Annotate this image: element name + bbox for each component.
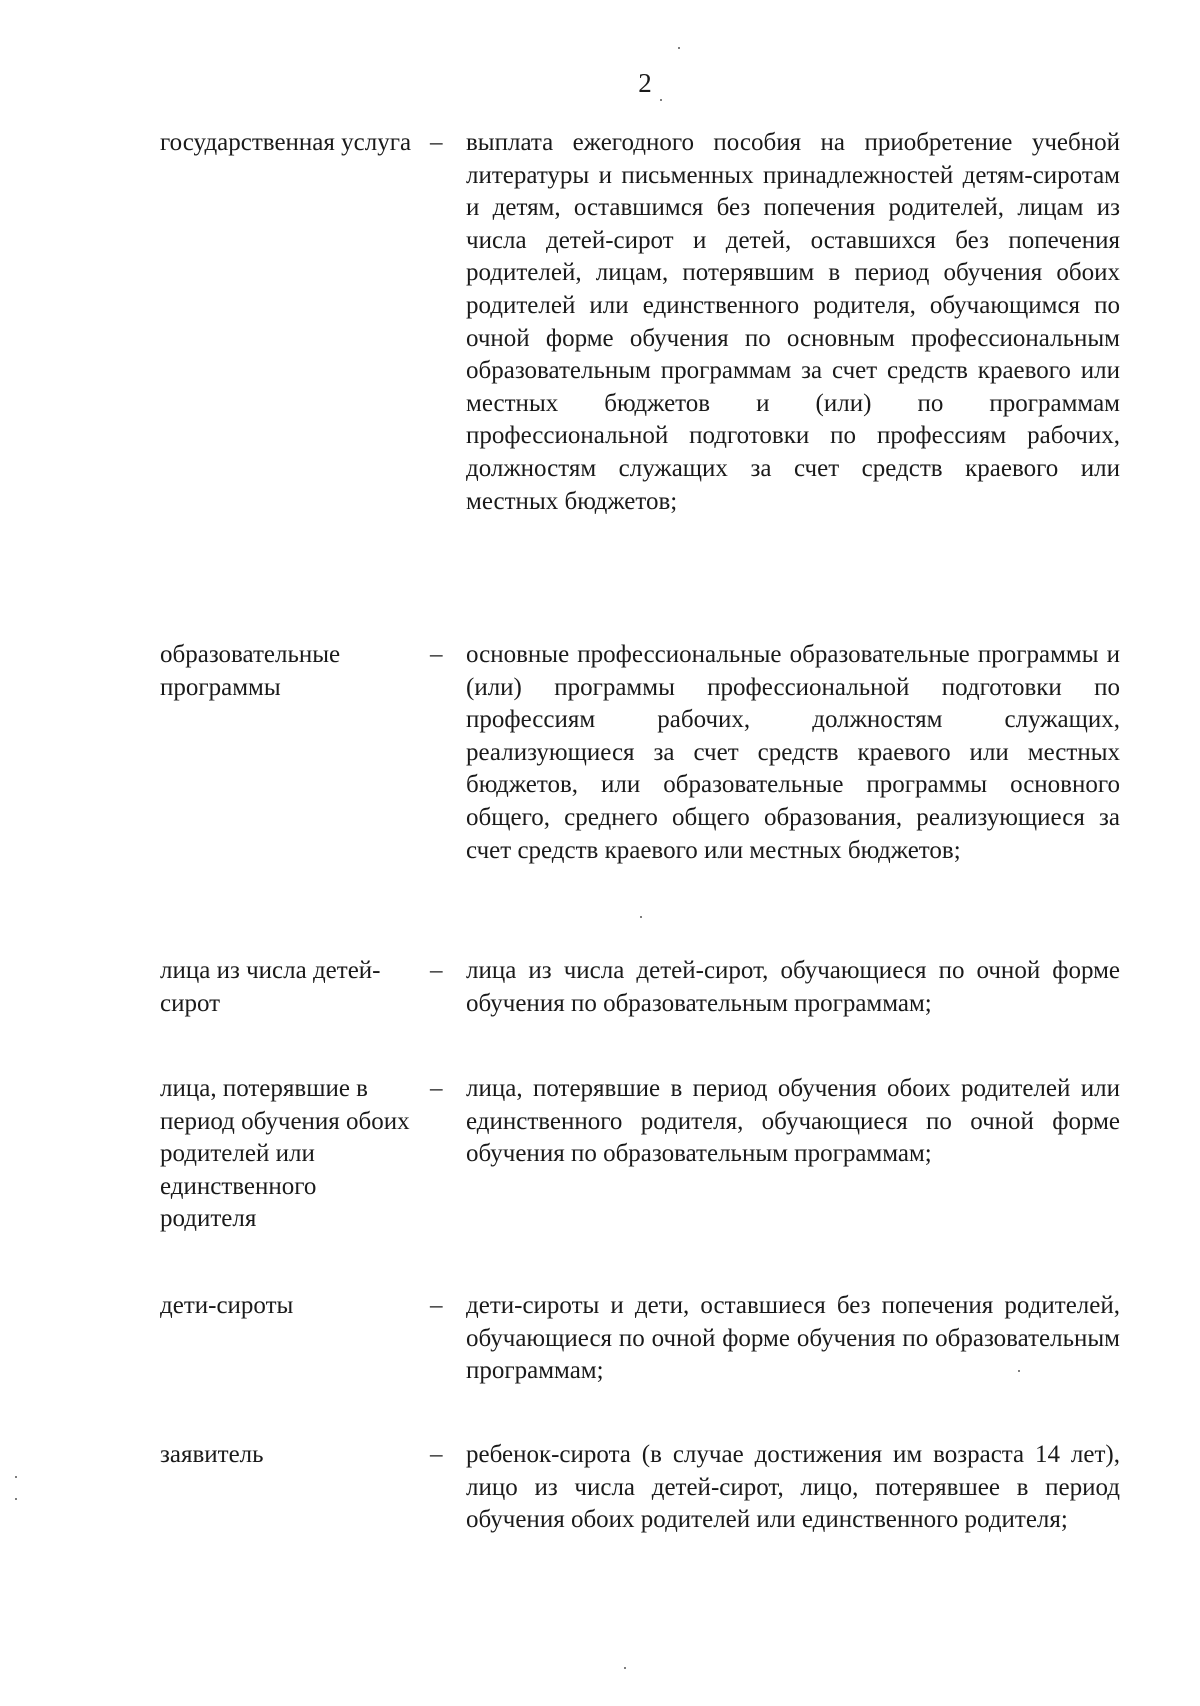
entry-dash: – [430, 957, 443, 984]
entry-dash: – [430, 1441, 443, 1468]
entry-term: лица из числа детей-сирот [160, 957, 381, 1017]
entry-term: дети-сироты [160, 1292, 294, 1319]
page-number: 2 [638, 68, 652, 98]
scan-speck [624, 1667, 626, 1669]
entry-dash: – [430, 641, 443, 668]
entry-dash: – [430, 129, 443, 156]
entry-definition: дети-сироты и дети, оставшиеся без попечения родителей, обучающиеся по очной форме обучения по образовательным программам; [466, 1292, 1120, 1385]
entry-term: государственная услуга [160, 129, 412, 156]
entry-definition: ребенок-сирота (в случае достижения им возраста 14 лет), лицо из числа детей-сирот, лицо, потерявшее в период обучения обоих родителей или единственного родителя; [466, 1441, 1120, 1534]
entry-definition: основные профессиональные образовательные программы и (или) программы профессиональной подготовки по профессиям рабочих, должностям служащих, реализующиеся за счет средств краевого или местных бюджетов, или образовательные программы основного общего, среднего общего образования, реализующиеся за счет средств краевого или местных бюджетов; [466, 641, 1120, 864]
scan-speck [678, 47, 680, 49]
scan-speck [660, 99, 662, 101]
entry-definition: выплата ежегодного пособия на приобретение учебной литературы и письменных принадлежностей детям-сиротам и детям, оставшимся без попечения родителей, лицам из числа детей-сирот и детей, оставшихся без попечения родителей, лицам, потерявшим в период обучения обоих родителей или единственного родителя, обучающимся по очной форме обучения по основным профессиональным образовательным программам за счет средств краевого или местных бюджетов и (или) по программам профессиональной подготовки по профессиям рабочих, должностям служащих за счет средств краевого или местных бюджетов; [466, 129, 1120, 515]
entry-dash: – [430, 1075, 443, 1102]
entry-dash: – [430, 1292, 443, 1319]
scan-speck [15, 1498, 17, 1500]
entry-term: лица, потерявшие в период обучения обоих родителей или единственного родителя [160, 1075, 410, 1233]
scan-speck [640, 916, 642, 918]
entry-definition: лица, потерявшие в период обучения обоих родителей или единственного родителя, обучающиеся по очной форме обучения по образовательным программам; [466, 1075, 1120, 1168]
entry-term: образовательные программы [160, 641, 341, 701]
scan-speck [1018, 1370, 1020, 1372]
entry-definition: лица из числа детей-сирот, обучающиеся по очной форме обучения по образовательным программам; [466, 957, 1120, 1017]
scan-speck [15, 1476, 17, 1478]
entry-term: заявитель [160, 1441, 264, 1468]
